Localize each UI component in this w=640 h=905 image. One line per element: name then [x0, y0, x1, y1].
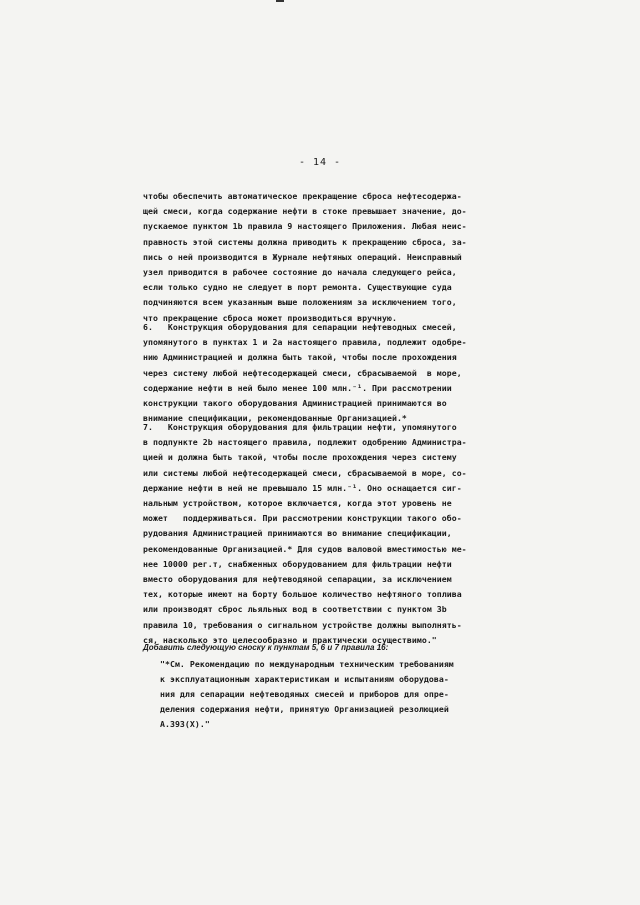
scan-mark	[276, 0, 284, 2]
paragraph-7: 7. Конструкция оборудования для фильтрации нефти, упомянутого в подпункте 2b настоящего правила, подлежит одобрению Администра- цией и должна быть такой, чтобы после прохождения через систему или системы любой нефтесодержащей смеси, сбрасываемой в море, со- держание нефти в ней не превышало 15 млн.⁻¹. Оно оснащается сиг- нальным устройством, которое включается, когда этот уровень не может поддерживаться. При рассмотрении конструкции такого обо- рудования Администрацией принимаются во внимание спецификации, рекомендованные Организацией.* Для судов валовой вместимостью ме- нее 10000 рег.т, снабженных оборудованием для фильтрации нефти вместо оборудования для нефтеводяной сепарации, за исключением тех, которые имеют на борту большое количество нефтяного топлива или производят сброс льяльных вод в соответствии с пунктом 3b правила 10, требования о сигнальном устройстве должны выполнять- ся, насколько это целесообразно и практически осуществимо."	[143, 422, 467, 645]
paragraph-6: 6. Конструкция оборудования для сепарации нефтеводных смесей, упомянутого в пунктах 1 и 2a настоящего правила, подлежит одобре- нию Администрацией и должна быть такой, чтобы после прохождения через систему любой нефтесодержащей смеси, сбрасываемой в море, содержание нефти в ней было менее 100 млн.⁻¹. При рассмотрении конструкции такого оборудования Администрацией принимаются во внимание спецификации, рекомендованные Организацией.*	[143, 322, 467, 424]
footnote-instruction: Добавить следующую сноску к пунктам 5, 6 и 7 правила 16:	[143, 643, 389, 652]
paragraph-intro: чтобы обеспечить автоматическое прекращение сброса нефтесодержа- щей смеси, когда содержание нефти в стоке превышает значение, до- пускаемое пунктом 1b правила 9 настоящего Приложения. Любая неис- правность этой системы должна приводить к прекращению сброса, за- пись о ней производится в Журнале нефтяных операций. Неисправный узел приводится в рабочее состояние до начала следующего рейса, если только судно не следует в порт ремонта. Существующие суда подчиняются всем указанным выше положениям за исключением того, что прекращение сброса может производиться вручную.	[143, 191, 467, 323]
page-number: - 14 -	[298, 157, 342, 168]
footnote-text: "*См. Рекомендацию по международным техническим требованиям к эксплуатационным характеристикам и испытаниям оборудова- ния для сепарации нефтеводяных смесей и приборов для опре- деления содержания нефти, принятую Организацией резолюцией A.393(X)."	[160, 659, 454, 729]
